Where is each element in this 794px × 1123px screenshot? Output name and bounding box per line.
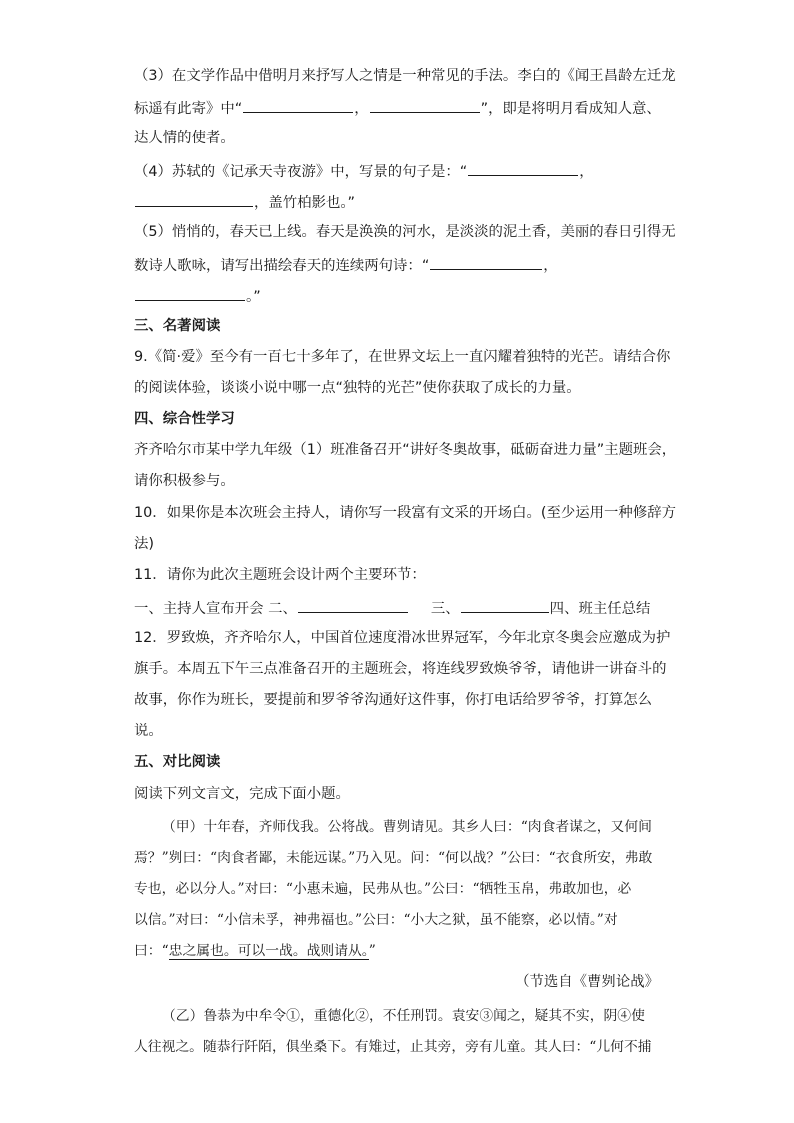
q3-line-2-text-b: ，	[354, 101, 369, 117]
answer-blank[interactable]	[468, 160, 578, 176]
q4-line-1-text-b: ，	[579, 164, 594, 180]
q11-line-2-text-c: 四、班主任总结	[549, 601, 651, 617]
q4-line-1-text-a: （4）苏轼的《记承天寺夜游》中，写景的句子是：“	[134, 164, 468, 180]
passage-jia-line-4: 以信。”对曰：“小信未孚，神弗福也。”公曰：“小大之狱，虽不能察，必以情。”对	[134, 912, 618, 928]
q5-line-2-text-a: 数诗人歌咏，请写出描绘春天的连续两句诗：“	[134, 258, 430, 274]
section-3-heading: 三、名著阅读	[134, 318, 221, 334]
section-4-intro-1: 齐齐哈尔市某中学九年级（1）班准备召开“讲好冬奥故事，砥砺奋进力量”主题班会，	[134, 442, 677, 458]
underlined-sentence: 忠之属也。可以一战。战则请从。	[168, 943, 369, 959]
q12-line-4: 说。	[134, 723, 163, 739]
passage-jia-line-3: 专也，必以分人。”对曰：“小惠未遍，民弗从也。”公曰：“牺牲玉帛，弗敢加也，必	[134, 881, 632, 897]
answer-blank[interactable]	[430, 254, 542, 270]
answer-blank[interactable]	[243, 97, 353, 113]
q5-line-2	[134, 254, 558, 276]
q12-line-3: 故事，你作为班长，要提前和罗爷爷沟通好这件事，你打电话给罗爷爷，打算怎么	[134, 692, 653, 708]
q11-line-2-text-b: 三、	[430, 601, 460, 617]
passage-yi-line-1: （乙）鲁恭为中牟令①，重德化②，不任刑罚。袁安③闻之，疑其不实，阴④使	[162, 1008, 645, 1024]
q5-line-3-text: 。”	[246, 289, 261, 305]
q5-line-2-text-b: ，	[543, 258, 558, 274]
answer-blank[interactable]	[461, 597, 549, 613]
q3-line-2-text-c: ”，即是将明月看成知人意、	[480, 101, 661, 117]
answer-blank[interactable]	[298, 597, 408, 613]
answer-blank[interactable]	[135, 191, 253, 207]
q11-line-2-text-a: 一、主持人宣布开会 二、	[134, 601, 297, 617]
section-5-intro: 阅读下列文言文，完成下面小题。	[134, 786, 350, 802]
q11-line-1: 11．请你为此次主题班会设计两个主要环节：	[134, 567, 426, 583]
passage-jia-source: （节选自《曹刿论战》	[515, 974, 659, 990]
section-4-intro-2: 请你积极参与。	[134, 473, 235, 489]
q5-line-1: （5）悄悄的，春天已上线。春天是涣涣的河水，是淡淡的泥土香，美丽的春日引得无	[134, 224, 676, 240]
q3-line-2	[134, 97, 661, 119]
q9-line-2: 的阅读体验，谈谈小说中哪一点“独特的光芒”使你获取了成长的力量。	[134, 380, 581, 396]
q4-line-2	[134, 191, 355, 213]
answer-blank[interactable]	[370, 97, 480, 113]
q11-line-2	[134, 597, 650, 619]
q10-line-2: 法)	[134, 536, 155, 552]
q4-line-2-text: ，盖竹柏影也。”	[254, 195, 355, 211]
q12-line-2: 旗手。本周五下午三点准备召开的主题班会，将连线罗致焕爷爷，请他讲一讲奋斗的	[134, 661, 667, 677]
q3-line-1: （3）在文学作品中借明月来抒写人之情是一种常见的手法。李白的《闻王昌龄左迁龙	[134, 68, 676, 84]
section-5-heading: 五、对比阅读	[134, 754, 221, 770]
q10-line-1: 10．如果你是本次班会主持人，请你写一段富有文采的开场白。(至少运用一种修辞方	[134, 505, 676, 521]
q12-line-1: 12．罗致焕，齐齐哈尔人，中国首位速度滑冰世界冠军，今年北京冬奥会应邀成为护	[134, 630, 671, 646]
section-4-heading: 四、综合性学习	[134, 411, 235, 427]
passage-jia-line-5-c: ”	[368, 943, 376, 959]
passage-jia-line-1: （甲）十年春，齐师伐我。公将战。曹刿请见。其乡人曰：“肉食者谋之，又何间	[162, 819, 652, 835]
passage-jia-line-5	[134, 941, 376, 961]
q3-line-3: 达人情的使者。	[134, 130, 235, 146]
q4-line-1	[134, 160, 594, 182]
q9-line-1: 9.《简·爱》至今有一百七十多年了，在世界文坛上一直闪耀着独特的光芒。请结合你	[134, 349, 671, 365]
q3-line-2-text-a: 标遥有此寄》中“	[134, 101, 243, 117]
answer-blank[interactable]	[135, 285, 245, 301]
passage-jia-line-2: 焉？”刿曰：“肉食者鄙，未能远谋。”乃入见。问：“何以战？”公曰：“衣食所安，弗敢	[134, 850, 653, 866]
passage-yi-line-2: 人往视之。随恭行阡陌，俱坐桑下。有雉过，止其旁，旁有儿童。其人曰：“儿何不捕	[134, 1039, 652, 1055]
passage-jia-line-5-a: 曰：“	[134, 943, 169, 959]
q5-line-3	[134, 285, 261, 307]
